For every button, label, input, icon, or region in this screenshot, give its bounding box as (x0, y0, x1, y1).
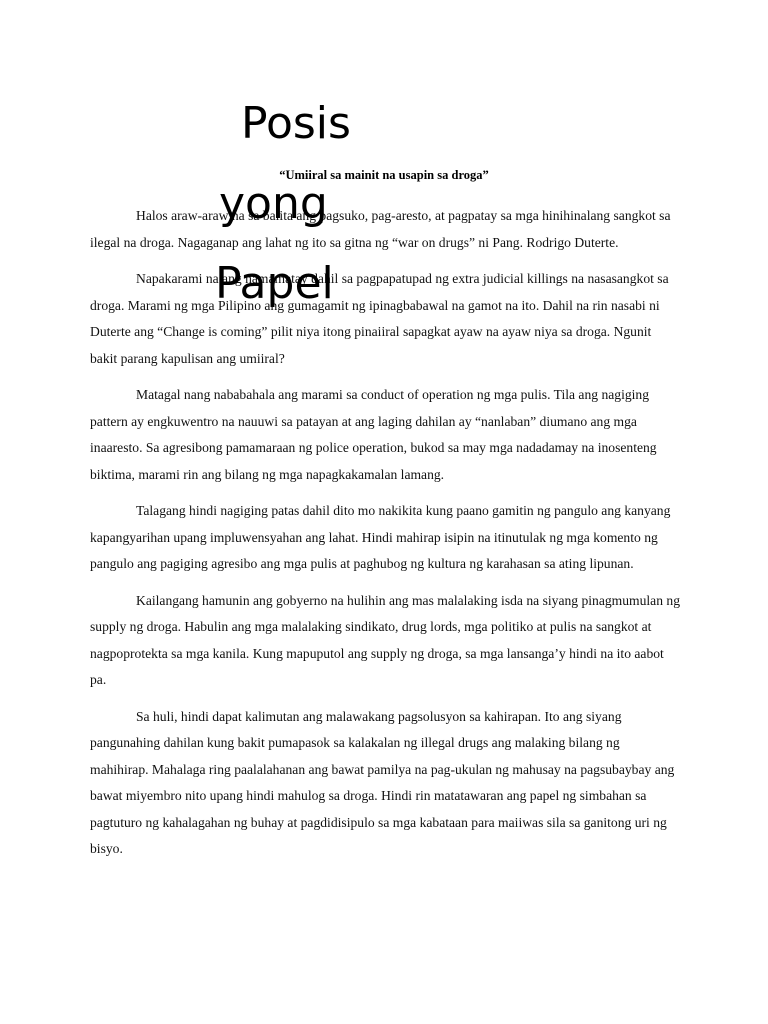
body-paragraph: Kailangang hamunin ang gobyerno na hulihin ang mas malalaking isda na siyang pinagmumulan ng supply ng droga. Habulin ang mga malalaking sindikato, drug lords, mga politiko at pulis na sangkot at nagpoprotekta sa mga kanila. Kung mapuputol ang supply ng droga, sa mga lansanga’y hindi na ito aabot pa. (90, 592, 681, 687)
document-body (90, 203, 680, 873)
title-line: Posis (241, 98, 351, 149)
body-paragraph: Napakarami na ang namamatay dahil sa pagpapatupad ng extra judicial killings na nasasangkot sa droga. Marami ng mga Pilipino ang gumagamit ng ipinagbabawal na gamot na ito. Dahil na rin nasabi ni Duterte ang “Change is coming” pilit niya itong pinaiiral sapagkat ayaw na ayaw niya sa droga. Ngunit bakit parang kapulisan ang umiiral? (90, 271, 669, 366)
document-subtitle: “Umiiral sa mainit na usapin sa droga” (279, 168, 489, 182)
body-paragraph: Halos araw-araw na sa balita ang pagsuko, pag-aresto, at pagpatay sa mga hinihinalang sangkot sa ilegal na droga. Nagaganap ang lahat ng ito sa gitna ng “war on drugs” ni Pang. Rodrigo Duterte. (90, 208, 671, 250)
title-line: yong (219, 178, 328, 229)
document-title (215, 84, 375, 324)
body-paragraph: Sa huli, hindi dapat kalimutan ang malawakang pagsolusyon sa kahirapan. Ito ang siyang pangunahing dahilan kung bakit pumapasok sa kalakalan ng illegal drugs ang malaking bilang ng mahihirap. Mahalaga ring paalalahanan ang bawat pamilya na pag-ukulan ng mahusay na pagsubaybay ang bawat miyembro nito upang hindi mahulog sa droga. Hindi rin matatawaran ang papel ng simbahan sa pagtuturo ng kahalagahan ng buhay at pagdidisipulo sa mga kabataan para maiiwas sila sa ganitong uri ng bisyo. (90, 708, 675, 856)
body-paragraph: Matagal nang nababahala ang marami sa conduct of operation ng mga pulis. Tila ang nagiging pattern ay engkuwentro na nauuwi sa patayan at ang laging dahilan ay “nanlaban” diumano ang mga inaaresto. Sa agresibong pamamaraan ng police operation, bukod sa may mga nadadamay na inosenteng biktima, marami rin ang bilang ng mga napagkakamalan lamang. (90, 387, 657, 482)
body-paragraph: Talagang hindi nagiging patas dahil dito mo nakikita kung paano gamitin ng pangulo ang kanyang kapangyarihan upang impluwensyahan ang lahat. Hindi mahirap isipin na itinutulak ng mga komento ng pangulo ang pagiging agresibo ang mga pulis at paghubog ng kultura ng karahasan sa ating lipunan. (90, 503, 671, 571)
title-line: Papel (215, 258, 334, 309)
